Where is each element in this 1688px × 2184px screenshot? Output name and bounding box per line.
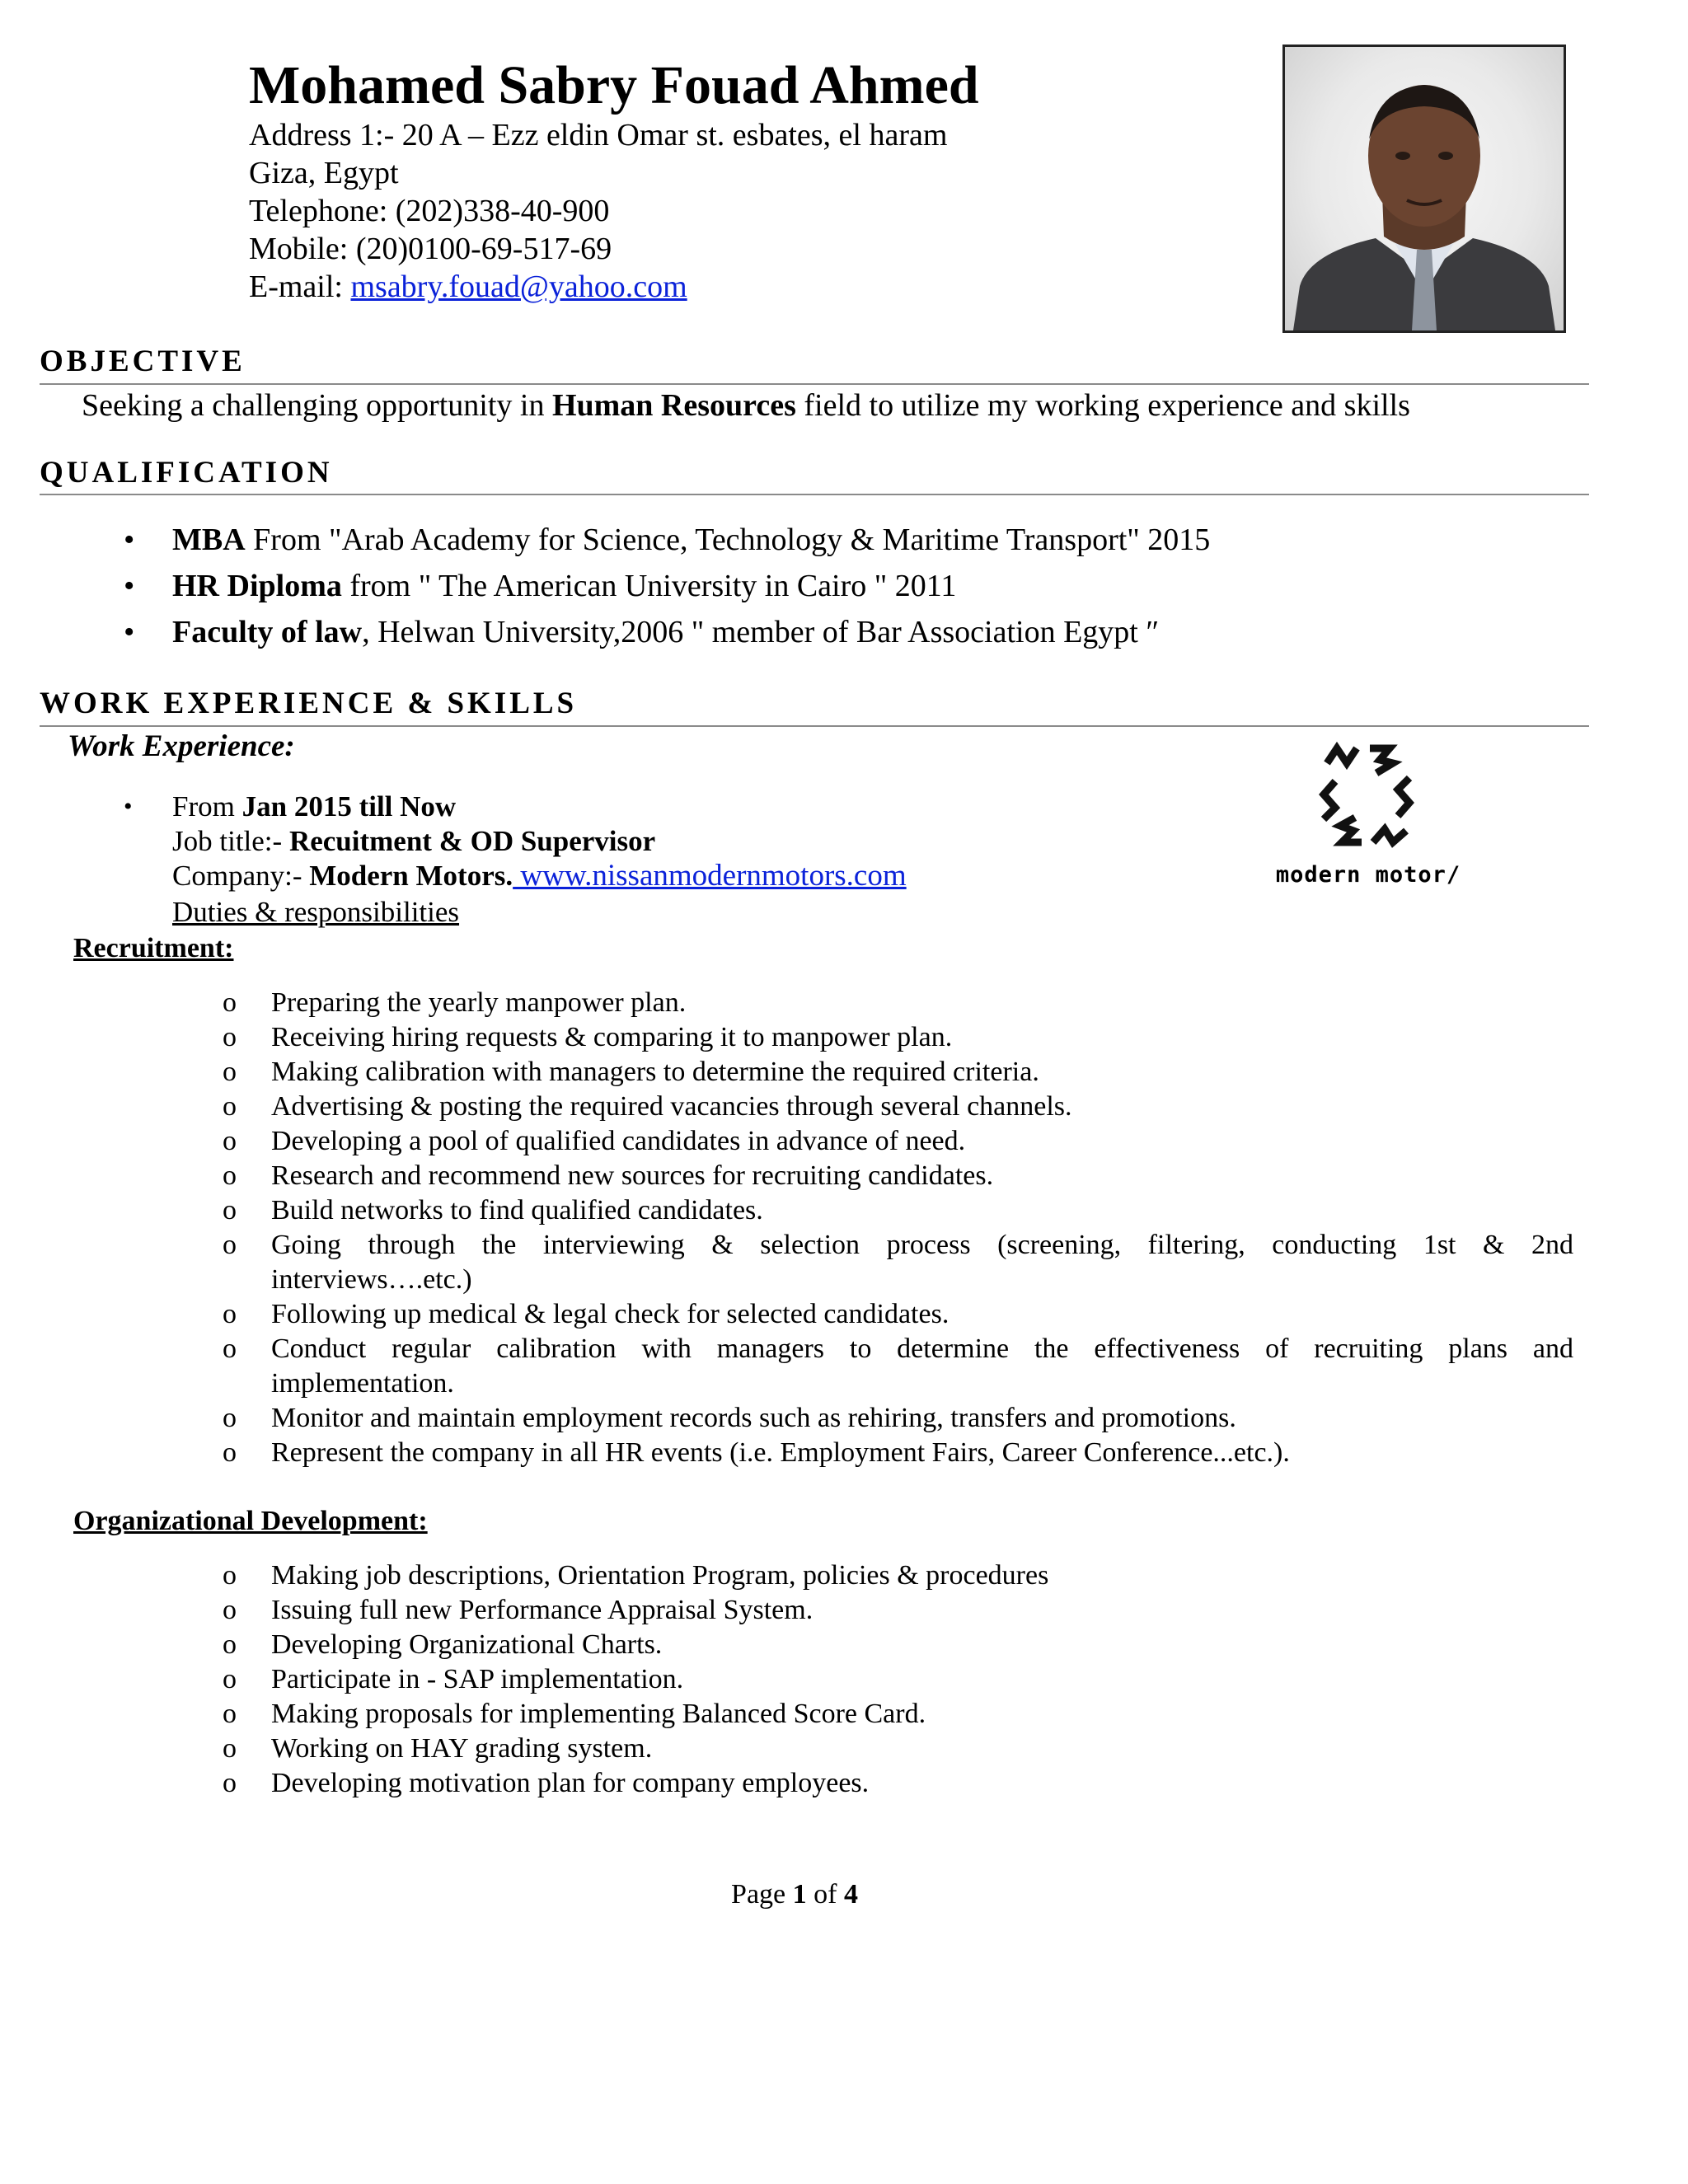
job-title-label: Job title:- xyxy=(172,825,289,857)
telephone: Telephone: (202)338-40-900 xyxy=(249,194,610,228)
ring-bullet-icon: o xyxy=(223,1595,237,1625)
ring-bullet-icon: o xyxy=(223,1403,237,1433)
list-item: Developing a pool of qualified candidates in advance of need. xyxy=(271,1126,966,1156)
page-label: Page xyxy=(731,1879,793,1910)
ring-bullet-icon: o xyxy=(223,1022,237,1052)
ring-bullet-icon: o xyxy=(223,1768,237,1798)
list-item: Following up medical & legal check for selected candidates. xyxy=(271,1299,950,1329)
ring-bullet-icon: o xyxy=(223,1733,237,1764)
company-website-link[interactable]: www.nissanmodernmotors.com xyxy=(513,859,907,893)
ring-bullet-icon: o xyxy=(223,1160,237,1191)
qualification-degree: Faculty of law xyxy=(172,615,363,649)
ring-bullet-icon: o xyxy=(223,987,237,1018)
list-item: Making calibration with managers to determine the required criteria. xyxy=(271,1057,1039,1087)
qualification-divider xyxy=(40,494,1589,495)
list-item: Making proposals for implementing Balanced Score Card. xyxy=(271,1699,926,1729)
ring-bullet-icon: o xyxy=(223,1126,237,1156)
logo-wordmark: modern motor/ xyxy=(1275,862,1461,888)
bullet-icon: • xyxy=(124,569,135,603)
work-experience-heading: WORK EXPERIENCE & SKILLS xyxy=(40,687,578,720)
list-item: Developing Organizational Charts. xyxy=(271,1629,663,1660)
qualification-degree: MBA xyxy=(172,523,246,557)
mobile: Mobile: (20)0100-69-517-69 xyxy=(249,232,612,266)
list-item: Receiving hiring requests & comparing it to manpower plan. xyxy=(271,1022,953,1052)
qualification-degree: HR Diploma xyxy=(172,569,342,603)
objective-text-end: field to utilize my working experience and skills xyxy=(795,388,1410,423)
ring-bullet-icon: o xyxy=(223,1560,237,1591)
list-item: Advertising & posting the required vacancies through several channels. xyxy=(271,1091,1072,1122)
list-item: Conduct regular calibration with managers to determine the effectiveness of recruiting plans and xyxy=(271,1333,1573,1364)
list-item: Going through the interviewing & selection process (screening, filtering, conducting 1st & 2nd xyxy=(271,1230,1573,1260)
list-item: Developing motivation plan for company employees. xyxy=(271,1768,870,1798)
company xyxy=(172,859,907,893)
ring-bullet-icon: o xyxy=(223,1195,237,1226)
job-period xyxy=(172,790,456,824)
page-total: 4 xyxy=(843,1879,858,1910)
ring-bullet-icon: o xyxy=(223,1299,237,1329)
work-experience-divider xyxy=(40,725,1589,727)
qualification-item xyxy=(172,613,1159,651)
page-number xyxy=(0,1879,1589,1910)
company-logo xyxy=(1269,738,1467,903)
bullet-icon: • xyxy=(124,523,135,557)
qualification-detail: , Helwan University,2006 " member of Bar Association Egypt ″ xyxy=(362,615,1160,649)
qualification-detail: from " The American University in Cairo " 2011 xyxy=(341,569,957,603)
list-item-continuation: implementation. xyxy=(271,1368,454,1399)
person-silhouette-icon xyxy=(1285,47,1564,330)
work-experience-subheading: Work Experience: xyxy=(68,729,295,763)
ring-bullet-icon: o xyxy=(223,1091,237,1122)
profile-photo xyxy=(1282,45,1566,333)
email-label: E-mail: xyxy=(249,269,351,304)
ring-bullet-icon: o xyxy=(223,1333,237,1364)
ring-bullet-icon: o xyxy=(223,1230,237,1260)
objective-text-bold: Human Resources xyxy=(551,388,796,423)
job-title-value: Recuitment & OD Supervisor xyxy=(288,825,656,857)
objective-text-start: Seeking a challenging opportunity in xyxy=(82,388,552,423)
list-item: Making job descriptions, Orientation Program, policies & procedures xyxy=(271,1560,1049,1591)
modern-motors-logo-icon xyxy=(1269,738,1467,862)
period-value: Jan 2015 till Now xyxy=(241,790,457,823)
company-label: Company:- xyxy=(172,860,310,892)
list-item: Issuing full new Performance Appraisal System. xyxy=(271,1595,814,1625)
objective-text xyxy=(82,387,1410,424)
objective-divider xyxy=(40,383,1589,385)
list-item: Working on HAY grading system. xyxy=(271,1733,653,1764)
company-name: Modern Motors. xyxy=(309,860,513,892)
of-label: of xyxy=(806,1879,844,1910)
duties-label: Duties & responsibilities xyxy=(172,896,460,928)
email-link[interactable]: msabry.fouad@yahoo.com xyxy=(350,269,687,304)
ring-bullet-icon: o xyxy=(223,1057,237,1087)
address-line-1: Address 1:- 20 A – Ezz eldin Omar st. esbates, el haram xyxy=(249,118,948,152)
from-label: From xyxy=(172,790,242,823)
bullet-icon: • xyxy=(124,793,133,820)
qualification-detail: From "Arab Academy for Science, Technology & Maritime Transport" 2015 xyxy=(245,523,1211,557)
ring-bullet-icon: o xyxy=(223,1437,237,1468)
list-item: Preparing the yearly manpower plan. xyxy=(271,987,687,1018)
list-item-continuation: interviews….etc.) xyxy=(271,1264,472,1295)
address-line-2: Giza, Egypt xyxy=(249,156,399,190)
list-item: Build networks to find qualified candidates. xyxy=(271,1195,763,1226)
recruitment-heading: Recruitment: xyxy=(73,933,234,963)
page-current: 1 xyxy=(792,1879,807,1910)
list-item: Monitor and maintain employment records such as rehiring, transfers and promotions. xyxy=(271,1403,1236,1433)
objective-heading: OBJECTIVE xyxy=(40,344,246,378)
ring-bullet-icon: o xyxy=(223,1629,237,1660)
qualification-item xyxy=(172,567,956,605)
od-heading: Organizational Development: xyxy=(73,1506,428,1536)
candidate-name: Mohamed Sabry Fouad Ahmed xyxy=(249,55,979,115)
list-item: Represent the company in all HR events (i.e. Employment Fairs, Career Conference...etc.). xyxy=(271,1437,1290,1468)
qualification-heading: QUALIFICATION xyxy=(40,456,333,490)
list-item: Research and recommend new sources for recruiting candidates. xyxy=(271,1160,994,1191)
job-title xyxy=(172,824,655,859)
ring-bullet-icon: o xyxy=(223,1699,237,1729)
ring-bullet-icon: o xyxy=(223,1664,237,1694)
qualification-item xyxy=(172,521,1210,559)
list-item: Participate in - SAP implementation. xyxy=(271,1664,684,1694)
bullet-icon: • xyxy=(124,615,135,649)
email-line xyxy=(249,268,687,306)
